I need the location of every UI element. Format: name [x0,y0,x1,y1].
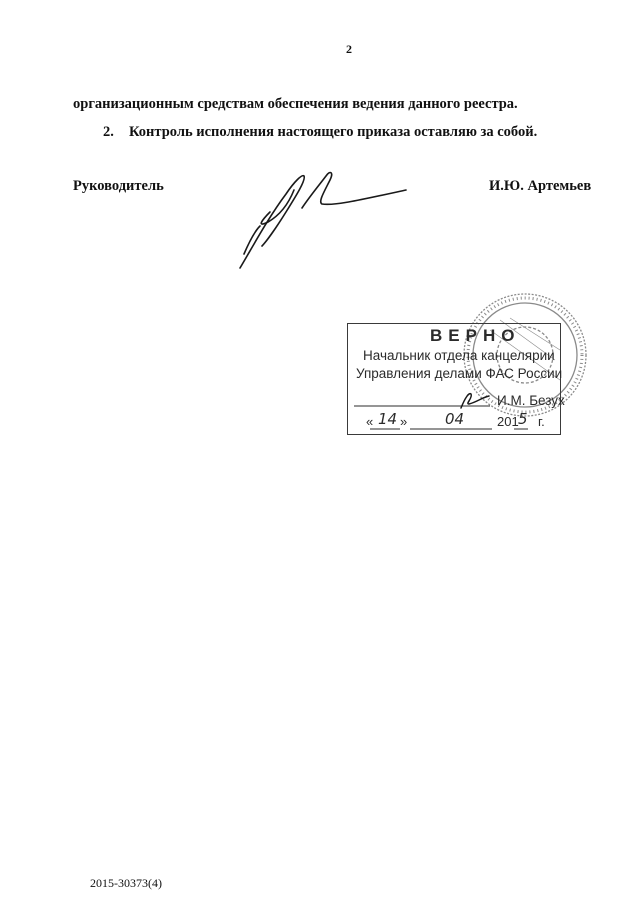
stamp-date-year-prefix: 201 [497,414,519,429]
stamp-date-year-g: г. [538,414,545,429]
stamp-date-open-quote: « [366,414,374,429]
stamp-date-month: 04 [445,410,465,428]
stamp-heading: ВЕРНО [430,326,521,345]
stamp-date-year-suffix: 5 [518,410,528,428]
signature-image [230,160,410,275]
signatory-title: Руководитель [73,178,164,194]
stamp-signer-name: И.М. Безух [497,393,565,408]
stamp-line-2: Управления делами ФАС России [356,366,563,381]
page-number: 2 [346,42,352,56]
stamp-line-1: Начальник отдела канцелярии [363,348,555,363]
signatory-name: И.Ю. Артемьев [489,178,592,194]
body-line-1: организационным средствам обеспечения ведения данного реестра. [73,96,518,112]
stamp-date-day: 14 [378,410,398,428]
stamp-signature-image [455,388,495,412]
stamp-date-close-quote: » [400,414,408,429]
list-item-number: 2. [103,124,114,140]
document-id: 2015-30373(4) [90,876,162,890]
list-item-text: Контроль исполнения настоящего приказа оставляю за собой. [129,124,538,140]
